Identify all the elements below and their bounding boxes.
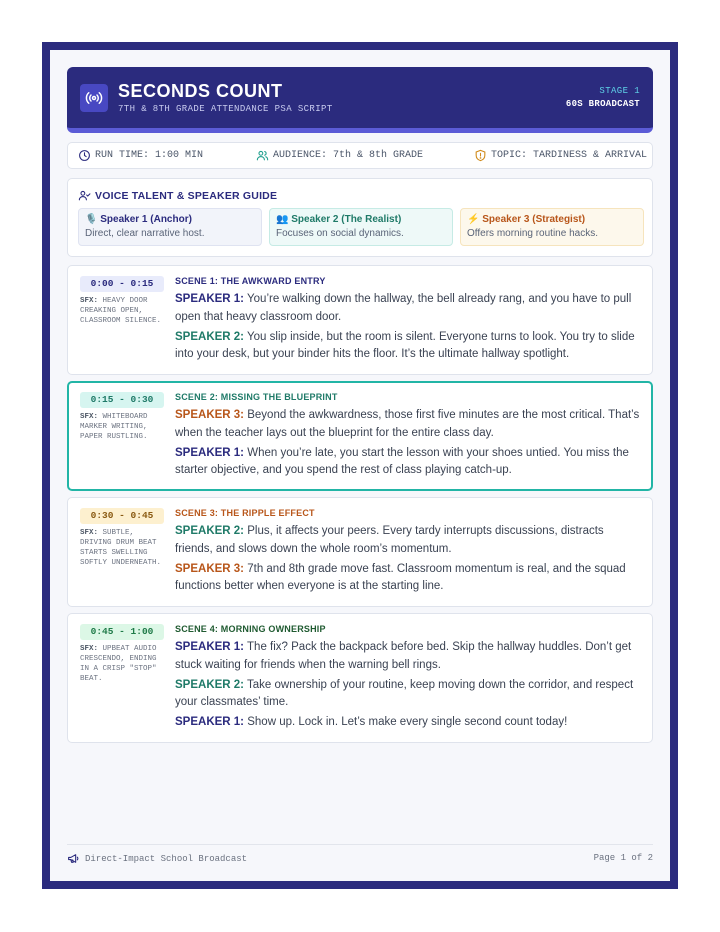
speaker-card-3	[460, 208, 644, 246]
scene-4-body	[175, 624, 641, 734]
scene-2-title: SCENE 2: MISSING THE BLUEPRINT	[175, 392, 338, 402]
scene-4-line-2: SPEAKER 2: Take ownership of your routine, keep moving down the corridor, and respect your classmates’ time.	[175, 678, 634, 708]
footer-divider	[67, 844, 653, 845]
clock-icon	[78, 149, 91, 162]
scene-3-line-2: SPEAKER 3: 7th and 8th grade move fast. Classroom momentum is real, and the squad functions better when everyone is at the starting line.	[175, 562, 626, 592]
scene-2-line-2: SPEAKER 1: When you’re late, you start the lesson with your shoes untied. You miss the starter objective, and you spend the rest of class playing catch-up.	[175, 446, 629, 476]
shield-alert-icon	[474, 149, 487, 162]
speaker-1-name: 🎙️ Speaker 1 (Anchor)	[85, 214, 192, 225]
scene-2-sfx: SFX: WHITEBOARD MARKER WRITING, PAPER RUSTLING.	[80, 413, 148, 441]
scene-1-title: SCENE 1: THE AWKWARD ENTRY	[175, 276, 326, 286]
speaker-2-desc: Focuses on social dynamics.	[276, 228, 404, 239]
scene-3-title: SCENE 3: THE RIPPLE EFFECT	[175, 508, 315, 518]
broadcast-icon	[80, 84, 108, 112]
scene-4-line-3: SPEAKER 1: Show up. Lock in. Let’s make every single second count today!	[175, 716, 568, 728]
voice-guide	[67, 178, 653, 257]
scene-1-line-2: SPEAKER 2: You slip inside, but the room is silent. Everyone turns to look. You try to slide into your desk, but your binder hits the floor. It’s the ultimate hallway spotlight.	[175, 330, 635, 360]
scene-2-time: 0:15 - 0:30	[80, 392, 164, 408]
scene-4-sfx: SFX: UPBEAT AUDIO CRESCENDO, ENDING IN A CRISP "STOP" BEAT.	[80, 645, 157, 683]
scene-card-3	[67, 497, 653, 607]
scene-1-line-1: SPEAKER 1: You’re walking down the hallway, the bell already rang, and you have to pull open that heavy classroom door.	[175, 293, 632, 323]
user-check-icon	[78, 189, 91, 202]
scene-1-sfx: SFX: HEAVY DOOR CREAKING OPEN, CLASSROOM SILENCE.	[80, 297, 162, 325]
footer-left	[67, 852, 247, 865]
scene-2-line-1: SPEAKER 3: Beyond the awkwardness, those first five minutes are the most critical. That’s when the teacher lays out the blueprint for the entire class day.	[175, 409, 640, 439]
scene-3-line-1: SPEAKER 2: Plus, it affects your peers. Every tardy interrupts discussions, distracts friends, and slows down the whole room’s momentum.	[175, 525, 604, 555]
scene-card-1	[67, 265, 653, 375]
topic-text: TOPIC: TARDINESS & ARRIVAL	[491, 150, 648, 161]
scene-4-time: 0:45 - 1:00	[80, 624, 164, 640]
broadcast-length-label: 60S BROADCAST	[565, 99, 640, 109]
voice-guide-title-text: VOICE TALENT & SPEAKER GUIDE	[95, 189, 278, 202]
scene-4-title: SCENE 4: MORNING OWNERSHIP	[175, 624, 326, 634]
runtime-info	[78, 149, 203, 162]
speaker-card-2	[269, 208, 453, 246]
audience-text: AUDIENCE: 7th & 8th GRADE	[273, 150, 424, 161]
scene-card-2	[67, 381, 653, 491]
speaker-3-name: ⚡ Speaker 3 (Strategist)	[467, 214, 586, 225]
speaker-1-desc: Direct, clear narrative host.	[85, 228, 205, 239]
runtime-text: RUN TIME: 1:00 MIN	[95, 150, 204, 161]
users-icon	[256, 149, 269, 162]
megaphone-icon	[67, 852, 80, 865]
page-number: Page 1 of 2	[593, 853, 653, 863]
voice-guide-title	[78, 189, 277, 202]
meta-bar	[67, 142, 653, 169]
topic-info	[474, 149, 647, 162]
scene-card-4	[67, 613, 653, 743]
page-subtitle: 7TH & 8TH GRADE ATTENDANCE PSA SCRIPT	[118, 104, 333, 114]
script-header	[67, 67, 653, 133]
speaker-card-1	[78, 208, 262, 246]
stage-label: STAGE 1	[599, 86, 640, 96]
scene-1-time: 0:00 - 0:15	[80, 276, 164, 292]
scene-2-body	[175, 392, 641, 482]
page-title: SECONDS COUNT	[118, 81, 283, 101]
scene-1-body	[175, 276, 641, 366]
scene-4-line-1: SPEAKER 1: The fix? Pack the backpack before bed. Skip the hallway huddles. Don’t get stuck waiting for friends when the warning bell rings.	[175, 641, 632, 671]
audience-info	[256, 149, 423, 162]
scene-3-sfx: SFX: SUBTLE, DRIVING DRUM BEAT STARTS SWELLING SOFTLY UNDERNEATH.	[80, 529, 162, 567]
scene-3-body	[175, 508, 641, 598]
footer-brand: Direct-Impact School Broadcast	[85, 853, 248, 864]
speaker-3-desc: Offers morning routine hacks.	[467, 228, 598, 239]
speaker-2-name: 👥 Speaker 2 (The Realist)	[276, 214, 402, 225]
scene-3-time: 0:30 - 0:45	[80, 508, 164, 524]
